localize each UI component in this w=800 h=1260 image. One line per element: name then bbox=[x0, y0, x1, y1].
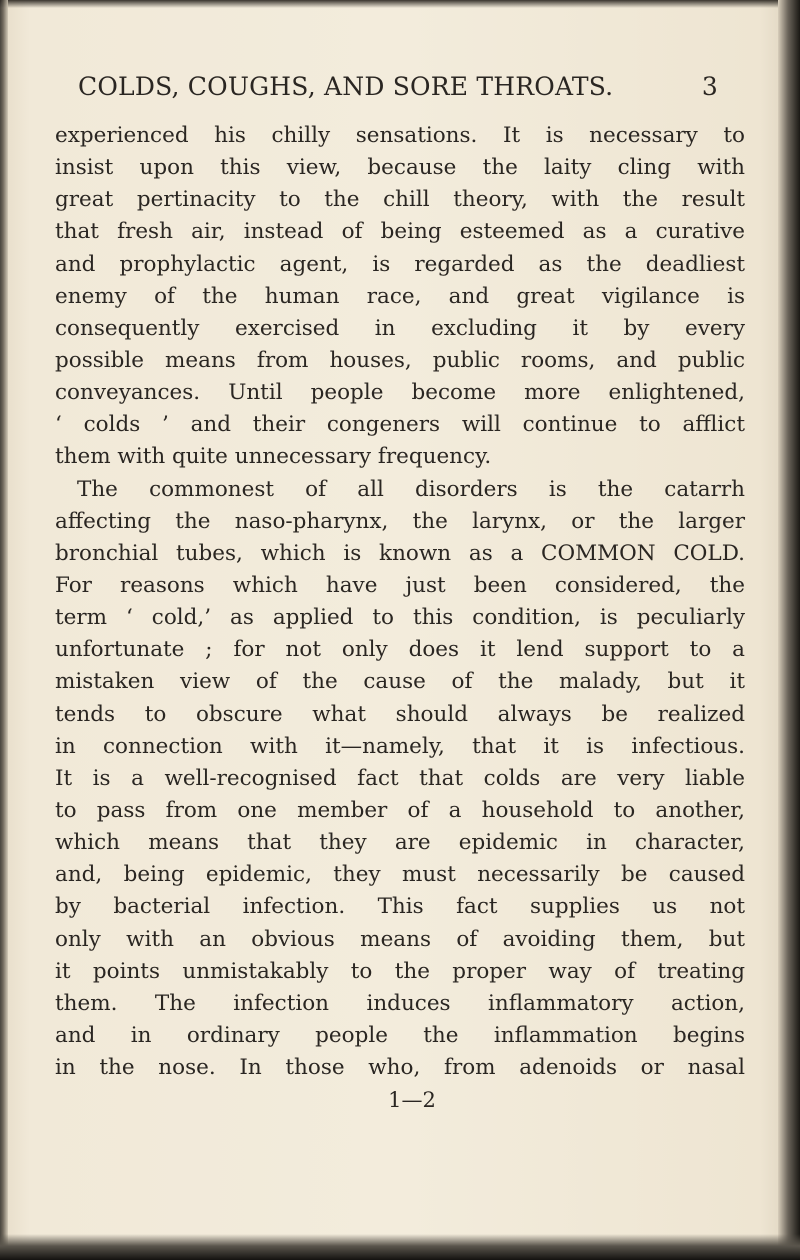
text-line: them. The infection induces inflammatory action, bbox=[55, 990, 745, 1016]
text-line: to pass from one member of a household to another, bbox=[55, 797, 745, 823]
text-line: experienced his chilly sensations. It is necessary to bbox=[55, 123, 745, 148]
text-line: term ‘ cold,’ as applied to this condition, is peculiarly bbox=[55, 605, 745, 631]
text-line: possible means from houses, public rooms, and public bbox=[55, 347, 745, 373]
text-line: in the nose. In those who, from adenoids or nasal bbox=[55, 1055, 745, 1081]
text-line: conveyances. Until people become more enlightened, bbox=[55, 380, 745, 406]
text-line: that fresh air, instead of being esteemed as a curative bbox=[55, 219, 745, 245]
text-line: It is a well-recognised fact that colds are very liable bbox=[55, 765, 745, 791]
running-header-title: COLDS, COUGHS, AND SORE THROATS. bbox=[78, 72, 614, 101]
top-page-edge-shadow bbox=[0, 0, 800, 8]
text-line: enemy of the human race, and great vigilance is bbox=[55, 283, 745, 309]
text-line: insist upon this view, because the laity cling with bbox=[55, 155, 745, 181]
text-line: bronchial tubes, which is known as a COMMON COLD. bbox=[55, 540, 745, 566]
text-line: ‘ colds ’ and their congeners will continue to afflict bbox=[55, 412, 745, 438]
text-line: and prophylactic agent, is regarded as the deadliest bbox=[55, 251, 745, 277]
text-line: only with an obvious means of avoiding them, but bbox=[55, 926, 745, 952]
text-line: For reasons which have just been considered, the bbox=[55, 572, 745, 598]
text-line: affecting the naso-pharynx, the larynx, or the larger bbox=[55, 508, 745, 534]
text-line: by bacterial infection. This fact supplies us not bbox=[55, 894, 745, 920]
left-page-edge-shadow bbox=[0, 0, 8, 1260]
text-line: unfortunate ; for not only does it lend support to a bbox=[55, 637, 745, 663]
text-line: in connection with it—namely, that it is infectious. bbox=[55, 733, 745, 759]
page-number: 3 bbox=[701, 72, 718, 101]
signature-mark: 1—2 bbox=[388, 1088, 436, 1112]
running-header bbox=[78, 72, 718, 112]
text-line: which means that they are epidemic in character, bbox=[55, 830, 745, 856]
body-text bbox=[55, 120, 745, 1084]
text-line: consequently exercised in excluding it by every bbox=[55, 315, 745, 341]
text-line: and, being epidemic, they must necessarily be caused bbox=[55, 862, 745, 888]
text-line: great pertinacity to the chill theory, with the result bbox=[55, 187, 745, 213]
text-line: and in ordinary people the inflammation begins bbox=[55, 1022, 745, 1048]
bottom-page-edge-shadow bbox=[0, 1234, 800, 1260]
text-line: The commonest of all disorders is the catarrh bbox=[77, 476, 745, 502]
text-line: mistaken view of the cause of the malady, but it bbox=[55, 669, 745, 695]
text-line: it points unmistakably to the proper way of treating bbox=[55, 958, 745, 984]
text-line: tends to obscure what should always be realized bbox=[55, 701, 745, 727]
right-page-edge-shadow bbox=[778, 0, 800, 1260]
text-line: them with quite unnecessary frequency. bbox=[55, 444, 492, 470]
